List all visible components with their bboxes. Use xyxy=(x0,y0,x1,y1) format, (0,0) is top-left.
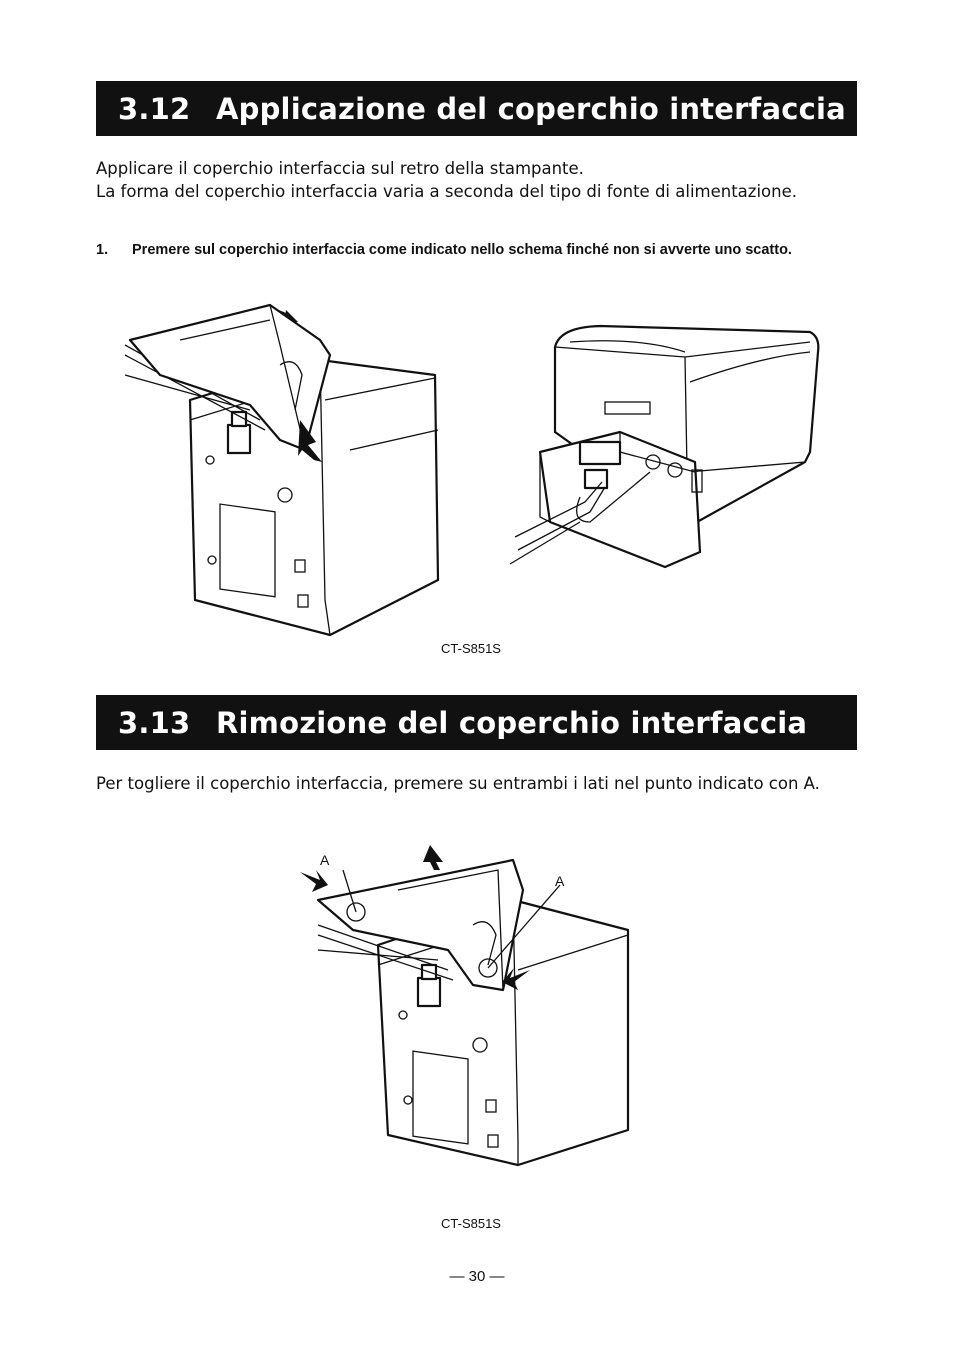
section-title: Rimozione del coperchio interfaccia xyxy=(216,705,808,740)
step-text: Premere sul coperchio interfaccia come indicato nello schema finché non si avverte uno scatto. xyxy=(132,242,792,258)
section-header-3-12 xyxy=(96,81,857,136)
label-a-left: A xyxy=(320,852,330,868)
illustration-rear-view xyxy=(510,322,820,572)
section-title: Applicazione del coperchio interfaccia xyxy=(216,91,846,126)
illustration-cover-attach xyxy=(120,300,450,640)
step-1 xyxy=(96,240,856,261)
figure-caption-3-12: CT-S851S xyxy=(441,641,501,656)
paragraph-remove: Per togliere il coperchio interfaccia, premere su entrambi i lati nel punto indicato con A. xyxy=(96,774,820,793)
step-number: 1. xyxy=(96,242,109,258)
paragraph-apply-line1: Applicare il coperchio interfaccia sul retro della stampante. xyxy=(96,159,584,178)
illustration-cover-remove xyxy=(298,840,638,1170)
figure-caption-3-13: CT-S851S xyxy=(441,1216,501,1231)
section-header-3-13 xyxy=(96,695,857,750)
section-number: 3.12 xyxy=(118,91,191,126)
page-number: — 30 — xyxy=(449,1268,505,1285)
label-a-right: A xyxy=(555,873,565,889)
section-number: 3.13 xyxy=(118,705,191,740)
paragraph-apply-line2: La forma del coperchio interfaccia varia a seconda del tipo di fonte di alimentazione. xyxy=(96,182,797,201)
